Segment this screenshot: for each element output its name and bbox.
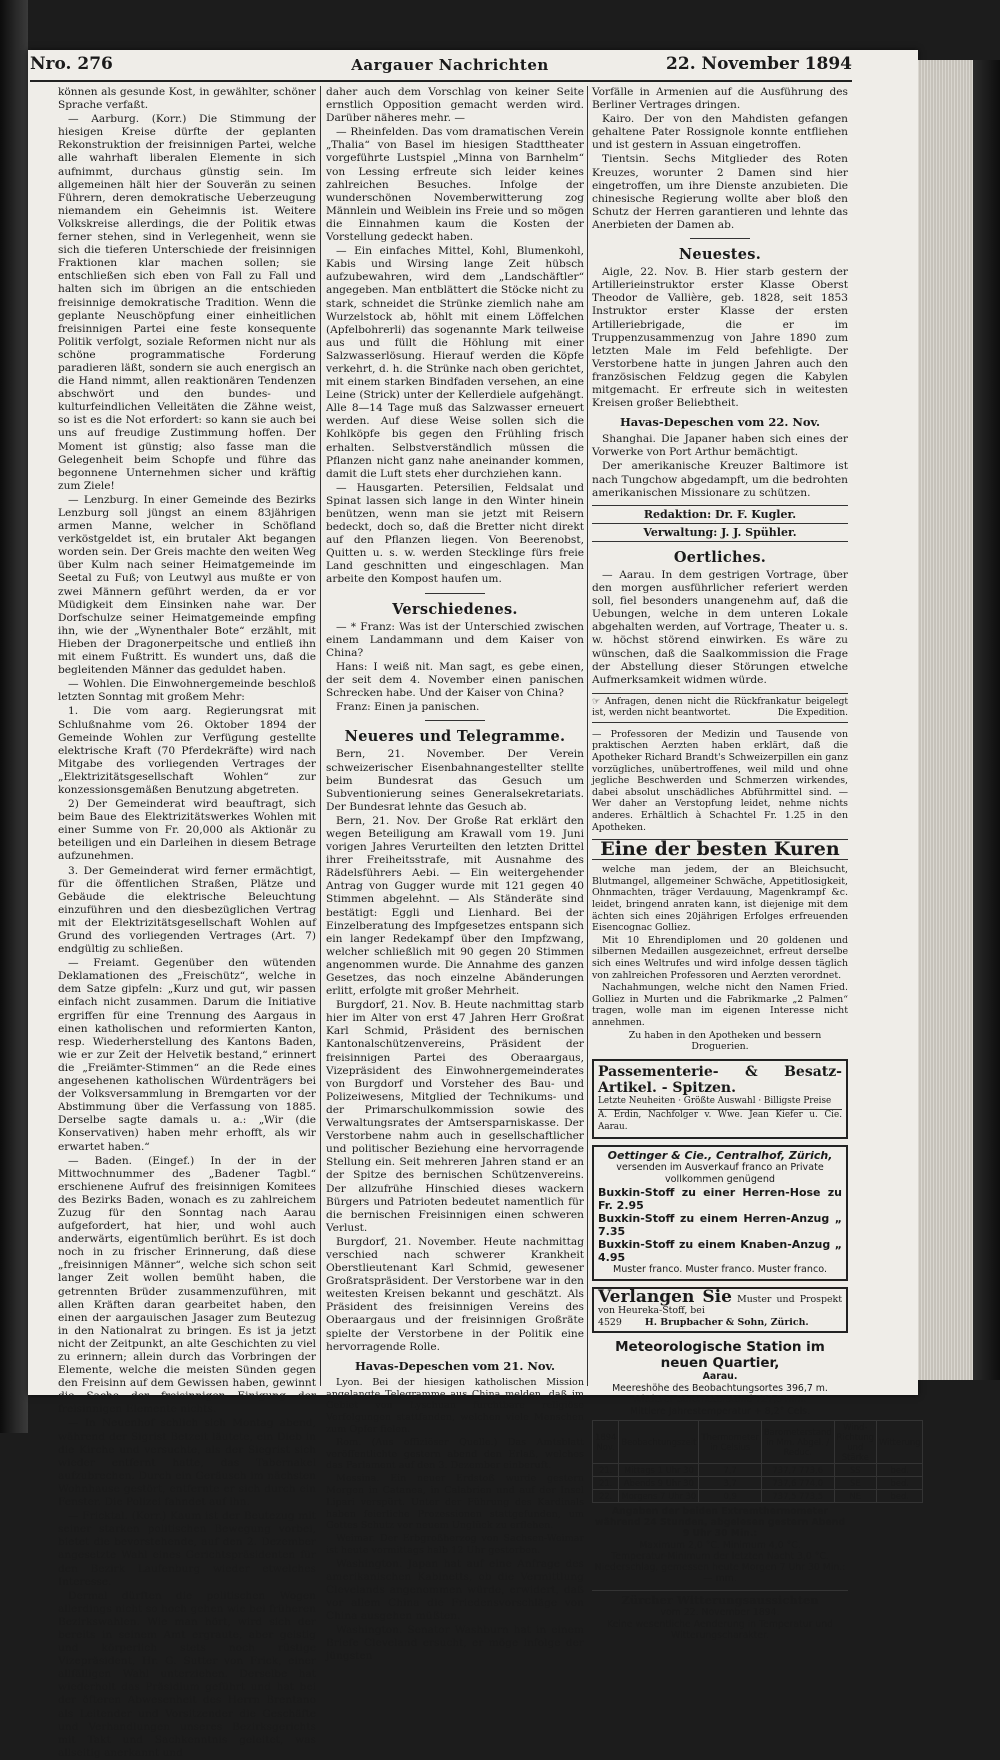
paragraph: Lyon. Bei der hiesigen katholischen Mission angelangte Telegramme aus China melden, daß im Gebiet von Lyschuan furchtbare religiöse Verfolgungen stattfanden, welchen viele Menschen zum Opfer fielen. — [326, 1376, 584, 1435]
masthead: Aargauer Nachrichten — [351, 56, 549, 74]
paragraph: Washington. Senator Washburn hat in einem Briefe Cleveland ersucht, er möge infolge der jüngsten — [326, 1624, 584, 1663]
paragraph: — Baden. (Eingef.) In der in der Mittwochnummer des „Badener Tagbl.“ erschienene Aufruf des freisinnigen Komitees des Bezirks Baden, wonach es zu zahlreichem Zuzug für den Sonntag nach Aarau aufgefordert, hat hier, und wohl auch anderwärts, eigentümlich berührt. Es ist doch noch in zu frischer Erinnerung, daß diese „freisinnigen Männer“, welche sich schon seit langer Zeit wollen bemüht haben, die getrennten Brüder zusammenzuführen, mit allen Kräften daran gearbeitet haben, den einen der aargauischen Jasager zum Beutezug in den Nationalrat zu bringen. Es ist ja jetzt nicht der Zeitpunkt, an alte Geschichten zu viel zu erinnern; allein durch das Vorbringen der Elemente, welche die meisten Sünden gegen den Freisinn auf dem Gewissen haben, gewinnt die Sache der freisinnigen Einigung der freisinnigen Elemente nichts. — [58, 1154, 316, 1416]
redaktion-line: Redaktion: Dr. F. Kugler. — [592, 505, 848, 524]
expedition-notice — [592, 693, 848, 723]
met-cell: 737,7 773,6 — [761, 1463, 834, 1476]
section-title-havas-21: Havas-Depeschen vom 21. Nov. — [354, 1358, 556, 1373]
met-table — [592, 1420, 923, 1503]
met-station-place: Aarau. — [702, 1371, 738, 1383]
column-rule — [320, 86, 321, 1386]
met-cell: bed. — [876, 1463, 923, 1476]
met-header-cell: Witterung — [876, 1420, 923, 1463]
ad-oettinger-item: Buxkin-Stoff zu einem Herren-Anzug „ 7.35 — [598, 1211, 842, 1238]
ad-kuren-body — [592, 864, 848, 1053]
section-title-neueres: Neueres und Telegramme. — [344, 728, 566, 746]
ad-heureka — [592, 1287, 848, 1334]
met-info-line: Mittlerer Barometerstand 727,8 mm. — [633, 1394, 807, 1406]
divider — [425, 593, 485, 594]
section-title-havas-22: Havas-Depeschen vom 22. Nov. — [619, 415, 821, 430]
paragraph: — Wohlen. Die Einwohnergemeinde beschloß letzten Sonntag mit großem Mehr: — [58, 678, 316, 704]
met-table-row — [593, 1489, 923, 1502]
met-cell: NE — [834, 1489, 876, 1502]
met-footer-line: Niederschlag, gemessen heute Morgen 7 Uhr 30 Min.: — mm. — [594, 1561, 846, 1585]
met-cell: SE — [834, 1476, 876, 1489]
paragraph: — Aarau. In dem gestrigen Vortrage, über den morgen ausführlicher referiert werden soll, fiel besonders unangenehm auf, daß die Uebungen, welche in dem unteren Lokale abgehalten werden, auf Vortrage, Theater u. s. w. höchst störend einwirken. Es wäre zu wünschen, daß die Saalkommission die Frage der Abstellung dieser Störungen etwelche Aufmerksamkeit widmen würde. — [592, 569, 848, 686]
paragraph: Tientsin. Sechs Mitglieder des Roten Kreuzes, worunter 2 Damen sind hier eingetroffen, um ihre Dienste anzubieten. Die chinesische Regierung wollte aber bloß den Schutz der Herren garantieren und lehnte das Anerbieten der Damen ab. — [592, 153, 848, 231]
met-header-cell: Wind-Richtung und Stärke — [834, 1420, 876, 1463]
paragraph: — Freiamt. Gegenüber den wütenden Deklamationen des „Freischütz“, welche in dem Satze gipfeln: „Kurz und gut, wir passen einfach nicht zusammen. Darum die Initiative ergriffen für eine Trennung des Aargaus in einen katholischen und reformierten Kanton, resp. Wiederherstellung des Kantons Baden, wie er zur Zeit der Helvetik bestand,“ erinnert die „Freiämter-Stimmen“ an die Rede eines angesehenen katholischen Würdenträgers bei der Volksversammlung in Bremgarten vor der Abstimmung über die Verfassung von 1885. Derselbe sagte damals u. a.: „Wir (die Konservativen) haben mehr erhofft, als wir erwartet haben.“ — [58, 957, 316, 1153]
met-table-row — [593, 1463, 923, 1476]
met-table-header — [593, 1420, 923, 1463]
ad-oettinger-item: Buxkin-Stoff zu einem Knaben-Anzug „ 4.95 — [598, 1237, 842, 1264]
met-info-line: Mittlere Jahrestemperatur + 8,2° Cels. — [629, 1405, 811, 1417]
met-cell: SS — [834, 1463, 876, 1476]
ad-heureka-title: Verlangen Sie — [598, 1286, 732, 1307]
header-rule — [30, 80, 852, 82]
met-cell: 3,7 — [699, 1476, 761, 1489]
met-footer-line: Angaben der beiden Extremthermometer während 24 Stunden, abgelesen gestern Abend 9 Uhr 30 Min.: — [595, 1505, 845, 1540]
paragraph: — Ein einfaches Mittel, Kohl, Blumenkohl, Kabis und Wirsing lange Zeit hübsch aufzubewahren, wird dem „Landschäftler“ angegeben. Man entblättert die Stöcke nicht zu stark, schneidet die Strünke ziemlich nahe am Wurzelstock ab, höhlt mit einem Löffelchen (Apfelbohrerli) das sogenannte Mark teilweise aus und füllt die Höhlung mit einer Salzwasserlösung. Hierauf werden die Köpfe verkehrt, d. h. die Strünke nach oben gerichtet, mit einem starken Bindfaden versehen, an eine Leine (Strick) unter der Kellerdiele aufgehängt. Alle 8—14 Tage muß das Salzwasser erneuert werden. Auf diese Weise sollen sich die Kohlköpfe bis gegen den Frühling frisch erhalten. Selbstverständlich müssen die Pflanzen nicht ganz nahe aneinander kommen, damit die Luft stets eher durchziehen kann. — [326, 245, 584, 480]
paragraph: Rom. (Aus offiziöser Quelle.) Das Amtsblatt veröffentlichte gestern abend den Erlaß, welches das Parlament auf den 3. Dezember einberuft. — [326, 1436, 584, 1472]
ad-oettinger-footer: Muster franco. Muster franco. Muster franco. — [612, 1263, 828, 1275]
paragraph: Burgdorf, 21. November. Heute nachmittag verschied nach schwerer Krankheit Oberstlieutenant Karl Schmid, gewesener Großratspräsident. Der Verstorbene war in den weitesten Kreisen bekannt und geschätzt. Als Präsident des freisinnigen Vereins des Oberaargaus und der freisinnigen Großräte spielte der Verstorbene in der Politik eine hervorragende Rolle. — [326, 1235, 584, 1353]
page-stack-edge — [918, 60, 973, 1380]
paragraph: Franz: Einen ja panischen. — [336, 701, 480, 714]
ad-passementerie — [592, 1059, 848, 1139]
paragraph: Der amerikanische Kreuzer Baltimore ist nach Tungchow abgedampft, um die bedrohten amerikanischen Missionare zu schützen. — [592, 460, 848, 499]
section-title-oertliches: Oertliches. — [673, 548, 767, 566]
met-cell: 737,5 773,5 — [761, 1489, 834, 1502]
paragraph: — In Neuenhof schlich sich Montag abend, während der Sigrist Betzeit läutete, ein Dieb in die Kirche und versuchte, als der Siegrist sich wieder entfernt hatte, das Tabernakel aufzubrechen. Durch ein Geräusch im nächsten Wohnhause gestört, entfernte er sich durch ein Fenster. Die Polizei fahndet auf ihn. — [58, 1417, 316, 1509]
met-cell: 21. — [593, 1476, 619, 1489]
ad-oettinger-title: Oettinger & Cie., Centralhof, Zürich, — [607, 1148, 833, 1162]
met-cell: 7,7 — [699, 1463, 761, 1476]
paragraph: — Lenzburg. In einer Gemeinde des Bezirks Lenzburg soll jüngst an einem 83jährigen armen Manne, welcher in Schöfland verköstgeldet ist, ein brutaler Akt begangen worden sein. Der Greis machte den weiten Weg über Kulm nach seiner Heimatgemeinde im Seetal zu Fuß; von Leutwyl aus mußte er von zwei Männern geführt werden, da er vor Müdigkeit dem Einsinken nahe war. Der Dorfschulze seiner Heimatgemeinde empfing ihn, wie der „Wynenthaler Bote“ erzählt, mit Hieben der Dragonerpeitsche und entließ ihn mit einem Fußtritt. Es wundert uns, daß die begleitenden Männer das geduldet haben. — [58, 493, 316, 677]
paragraph: 1. Die vom aarg. Regierungsrat mit Schlußnahme vom 26. Oktober 1894 der Gemeinde Wohlen zur Verfügung gestellte elektrische Kraft (70 Pferdekräfte) wird nach Mitgabe des vorliegenden Vertrages der „Elektrizitätsgesellschaft Wohlen“ zur konzessionsgemäßen Benutzung abgetreten. — [58, 705, 316, 796]
ad-paragraph: Zu haben in den Apotheken und bessern Droguerien. — [628, 1029, 822, 1053]
ad-heureka-firm-line — [598, 1317, 842, 1329]
paragraph: Kairo. Der von den Mahdisten gefangen gehaltene Pater Rossignole konnte entfliehen und ist gestern in Assuan eingetroffen. — [592, 113, 848, 152]
paragraph: 2) Der Gemeinderat wird beauftragt, sich beim Baue des Elektrizitätswerkes Wohlen mit einer Summe von Fr. 20,000 als Aktionär zu beteiligen und ein Darleihen in diesem Betrage aufzunehmen. — [58, 798, 316, 863]
divider — [425, 720, 485, 721]
met-cell: bed. — [876, 1476, 923, 1489]
met-cell: 0,9 — [699, 1489, 761, 1502]
met-info-line: Meereshöhe des Beobachtungsortes 396,7 m. — [612, 1382, 828, 1394]
paragraph: können als gesunde Kost, in gewählter, schöner Sprache verfaßt. — [58, 86, 316, 112]
paragraph: — Rheinfelden. Das vom dramatischen Verein „Thalia“ von Basel im hiesigen Stadttheater vorgeführte Lustspiel „Minna von Barnhelm“ von Lessing erfreute sich leider keines zahlreichen Besuches. Infolge der wunderschönen Novemberwitterung zog Männlein und Weiblein ins Freie und so mögen die Einnahmen kaum die Kosten der Vorstellung gedeckt haben. — [326, 126, 584, 244]
paragraph: Washington. Japan hat auf eine Anfrage des amerikanischen Kabinetts, ob die Vermittlung Clevelands angenommen würde, erwidert, daß vor allem China die Friedensvorschläge von China ausgehen müßten. — [326, 1557, 584, 1623]
paragraph: — Aarburg. (Korr.) Die Stimmung der hiesigen Kreise dürfte der geplanten Rekonstruktion der freisinnigen Partei, welche alle wahrhaft liberalen Elemente in sich aufnimmt, durchaus günstig sein. Im allgemeinen hält hier der Souverän zu seinen Führern, deren demokratische Ueberzeugung niemandem ein Geheimnis ist. Weitere Volkskreise allerdings, die der Politik etwas ferner stehen, sind in Verlegenheit, wenn sie sich die tieferen Unterschiede der freisinnigen Fraktionen klar machen sollen; sie entschließen sich eben von Fall zu Fall und halten sich im übrigen an die entschieden freisinnige demokratische Tradition. Wenn die geplante Neuschöpfung einer einheitlichen freisinnigen Partei eine feste konsequente Politik verfolgt, soziale Reformen nicht nur als schöne programmatische Forderung paradieren läßt, sondern sie auch energisch an die Hand nimmt, allen reaktionären Tendenzen abschwört und den bundes- und kulturfeindlichen Velleitäten die Zähne weist, so ist es die Not erfordert: so kann sie auch bei uns auf freudige Zustimmung hoffen. Der Moment ist günstig; also fasse man die Gelegenheit beim Schopfe und führe das begonnene Unternehmen sicher und kräftig zum Ziele! — [58, 113, 316, 492]
paragraph: Messina. Ein neuer Erdstoß wurde gestern Morgen in Catanea, in Calabrien und auf der Insel Lipari verspürt. Unter der Führung des Kardinals haben feierliche Prozessionen stattgefunden, um Gottes Schutz vor neuem Unglück zu erflehen. — [326, 1473, 584, 1532]
paragraph: Aigle, 22. Nov. B. Hier starb gestern der Artillerieinstruktor erster Klasse Oberst Theodor de Vallière, geb. 1828, seit 1853 Instruktor erster Klasse der ersten Artilleriebrigade, die er im Truppenzusammenzug von Jahre 1890 zum letzten Male im Feld befehligte. Der Verstorbene hatte in jungen Jahren auch den französischen Feldzug gegen die Kabylen mitgemacht. Er erfreute sich in weitesten Kreisen großer Beliebtheit. — [592, 266, 848, 410]
column-1 — [58, 86, 316, 1759]
weather-forecast-line: vom 22. November 1894. — [660, 1607, 780, 1619]
divider — [690, 238, 750, 239]
ad-passementerie-tagline: Letzte Neuheiten · Größte Auswahl · Billigste Preise — [598, 1095, 832, 1106]
met-cell: Morgens 7 Uhr 30 — [619, 1489, 699, 1502]
ad-oettinger-item: Buxkin-Stoff zu einer Herren-Hose zu Fr. 2.95 — [598, 1185, 842, 1212]
ad-schweizerpillen: — Professoren der Medizin und Tausende von praktischen Aerzten haben erklärt, daß die Apotheker Richard Brandt's Schweizerpillen ein ganz vorzügliches, unübertroffenes, weil mild und ohne jegliche Beschwerden und Schmerzen wirkendes, dabei absolut unschädliches Abführmittel sind. — Wer daher an Verstopfung leidet, nehme nichts anderes. Erhältlich à Schachtel Fr. 1.25 in den Apotheken. — [592, 728, 848, 833]
paragraph: 3. Der Gemeinderat wird ferner ermächtigt, für die öffentlichen Straßen, Plätze und Gebäude die elektrische Beleuchtung einzuführen und den diesbezüglichen Vertrag mit der Elektrizitätsgesellschaft Wohlen auf Grund des vorliegenden Vertrages (Art. 7) endgültig zu schließen. — [58, 864, 316, 956]
ad-heureka-text: Muster und Prospekt von Heureka-Stoff, bei — [598, 1293, 842, 1317]
page-header — [30, 54, 852, 80]
column-3 — [592, 86, 921, 1641]
weather-forecast-line: Keine wesentliche Aenderung in Temperatur und Witterungscharakter. — [606, 1618, 834, 1641]
weather-forecast-title: Zürcher Witterungsaussichten — [592, 1590, 848, 1607]
ad-paragraph: Mit 10 Ehrendiplomen und 20 goldenen und silbernen Medaillen ausgezeichnet, erfreut derselbe sich eines Weltrufes und wird infolge dessen täglich von zahlreichen Professoren und Aerzten verordnet. — [592, 934, 848, 981]
ad-kuren-title: Eine der besten Kuren — [592, 839, 848, 860]
met-header-cell: Thermometer in Celsius — [699, 1420, 761, 1463]
paragraph: Shanghai. Die Japaner haben sich eines der Vorwerke von Port Arthur bemächtigt. — [592, 433, 848, 459]
paragraph: Bern, 21. Nov. Der Große Rat erklärt den wegen Beteiligung am Krawall vom 19. Juni vorigen Jahres Verurteilten den letzten Drittel ihrer Freiheitsstrafe, mit Ausnahme des Rädelsführers Aebi. — Ein weitergehender Antrag von Gugger wurde mit 121 gegen 40 Stimmen abgelehnt. — Als Ständeräte sind bestätigt: Eggli und Lienhard. Bei der Einzelberatung des Impfgesetzes entspann sich ein langer Redekampf über den Impfzwang, welcher schließlich mit 90 gegen 20 Stimmen angenommen wurde. Die Annahme des ganzen Gesetzes, das noch einzelne Abänderungen erlitt, erfolgte mit großer Mehrheit. — [326, 814, 584, 998]
section-title-neuestes: Neuestes. — [678, 246, 762, 264]
met-cell: bed. — [876, 1489, 923, 1502]
paragraph: — * Franz: Was ist der Unterschied zwischen einem Landammann und dem Kaiser von China? — [326, 620, 584, 659]
notice-text: Anfragen, denen nicht die Rückfrankatur beigelegt ist, werden nicht beantwortet. — [592, 696, 848, 718]
met-header-cell: Barometerstand in Mm. Abgel. / Reduc. — [761, 1420, 834, 1463]
paragraph: Vorfälle in Armenien auf die Ausführung des Berliner Vertrages dringen. — [592, 86, 848, 112]
ad-oettinger — [592, 1145, 848, 1281]
met-cell: 21. — [593, 1463, 619, 1476]
issue-number: Nro. 276 — [30, 54, 113, 74]
paragraph: daher auch dem Vorschlag von keiner Seite ernstlich Opposition gemacht werden wird. Darüber näheres mehr. — — [326, 86, 584, 125]
scan-border-left — [0, 0, 28, 1433]
met-cell: 22. — [593, 1489, 619, 1502]
met-footer-line: Maximum 2,0 °C. Minimum 4,0 °C. — [639, 1539, 801, 1551]
ad-passementerie-firm: A. Erdin, Nachfolger v. Wwe. Jean Kiefer u. Cie. Aarau. — [598, 1110, 842, 1132]
issue-date: 22. November 1894 — [666, 54, 852, 74]
ad-passementerie-title: Passementerie- & Besatz-Artikel. - Spitzen. — [598, 1063, 842, 1096]
ad-heureka-firm: H. Brupbacher & Sohn, Zürich. — [644, 1316, 809, 1328]
section-title-verschiedenes: Verschiedenes. — [392, 600, 518, 618]
met-table-row — [593, 1476, 923, 1489]
paragraph: Bern, 21. November. Der Verein schweizerischer Eisenbahnangestellter stellte beim Bundesrat das Gesuch um Subventionierung seines Generalsekretariats. Der Bundesrat lehnte das Gesuch ab. — [326, 748, 584, 813]
pointing-hand-icon: ☞ — [592, 696, 601, 707]
paragraph: Dermal dürften die politischen Wogen allerdings nicht so hoch gehen wie bei früheren Bezirkswahlen. Wie man hört, wird sich der bereits in seinem Amt ergraute, aber geistig und körperlich stets noch rüstige Vizepräsident, Hr. G. Sutter von Frick, einer allfälligen Wahl unterziehen. Derselbe hat wiederholt das Präsidium geführt und hat bei der öfteren Abwesenheit des Herrn Brentano als Leitender und Vorsitzender die Geschäfte und Verhandlungen unseres Bezirksgerichts mit Takt und Sachkenntnis geleitet, was allseitig anerkannt und — [58, 1589, 316, 1759]
ad-paragraph: welche man jedem, der an Bleichsucht, Blutmangel, allgemeiner Schwäche, Appetitlosigkeit, Ohnmachten, träger Verdauung, Magenkrampf &c. leidet, bringend anraten kann, ist diejenige mit dem ächten sich eines 20jährigen Erfolges erfreuenden Eisencognac Golliez. — [592, 864, 848, 934]
met-cell: 737,6 774,0 — [761, 1476, 834, 1489]
notice-signature: Die Expedition. — [777, 707, 848, 718]
verwaltung-line: Verwaltung: J. J. Spühler. — [592, 524, 848, 542]
met-station-title: Meteorologische Station im neuen Quartier, — [615, 1339, 825, 1372]
met-cell: Abends 9 Uhr 30 — [619, 1476, 699, 1489]
paragraph: Hans: I weiß nit. Man sagt, es gebe einen, der seit dem 4. November einen panischen Schrecken habe. Und der Kaiser von China? — [326, 660, 584, 700]
scan-border-right — [973, 60, 1000, 1380]
met-header-cell: 1894 Nov. — [593, 1420, 619, 1463]
met-footer-line: Temperatur-Minimum der letzten Nacht 3,0 °C. — [611, 1550, 829, 1562]
paragraph: Burgdorf, 21. Nov. B. Heute nachmittag starb hier im Alter von erst 47 Jahren Herr Großrat Karl Schmid, Präsident des bernischen Kantonalschützenvereins, Präsident der freisinnigen Partei des Oberaargaus, Vizepräsident des Einwohnergemeinderates von Burgdorf und Vorsteher des Bau- und Polizeiwesens, Mitglied der Technikums- und der Primarschulkommission sowie des Verwaltungsrates der Amtsersparniskasse. Der Verstorbene nahm auch in gesellschaftlicher und politischer Beziehung eine hervorragende Stellung ein. Seit mehreren Jahren stand er an der Spitze des bernischen Schützenvereins. Der allzufrühe Hinschied dieses wackern Bürgers und Patrioten bedeutet namentlich für die bernischen Freisinnigen einen schweren Verlust. — [326, 999, 584, 1234]
met-cell: Mittags 1 Uhr 30 — [619, 1463, 699, 1476]
paragraph: — Fricktal. (Korr.) Kaum ist der Beutezug mit seiner starken politischen Bewegung vorbei, bietet die bevorstehende, auf den 2. Dezember angesetzte Wahl eines Gerichtspräsidenten für den Bezirk Laufenburg wieder etwelches Interesse. — [58, 1510, 316, 1588]
paragraph: — Hausgarten. Petersilien, Feldsalat und Spinat lassen sich lange in den Winter hinein benützen, wenn man sie jetzt mit Reisern bedeckt, doch so, daß die Bretter nicht direkt auf den Pflanzen liegen. Von Beerenobst, Quitten u. s. w. werden Stecklinge fürs freie Land geschnitten und eingeschlagen. Man arbeite den Kompost haufen um. — [326, 481, 584, 586]
column-2 — [326, 86, 584, 1663]
ad-oettinger-line: versenden im Ausverkauf franco an Private vollkommen genügend — [616, 1161, 824, 1185]
ad-paragraph: Nachahmungen, welche nicht den Namen Fried. Golliez in Murten und die Fabrikmarke „2 Palmen“ tragen, wolle man im eigenen Interesse nicht annehmen. — [592, 982, 848, 1028]
met-header-cell: Beobachtungszeit — [619, 1420, 699, 1463]
column-rule — [587, 86, 588, 1386]
paragraph: Weimar. Der Erbgroßherzog von Sachsen-Weimar ist heute vormittags halb 12 Uhr gestorben. — [326, 1533, 584, 1556]
ad-heureka-number: 4529 — [598, 1316, 622, 1328]
